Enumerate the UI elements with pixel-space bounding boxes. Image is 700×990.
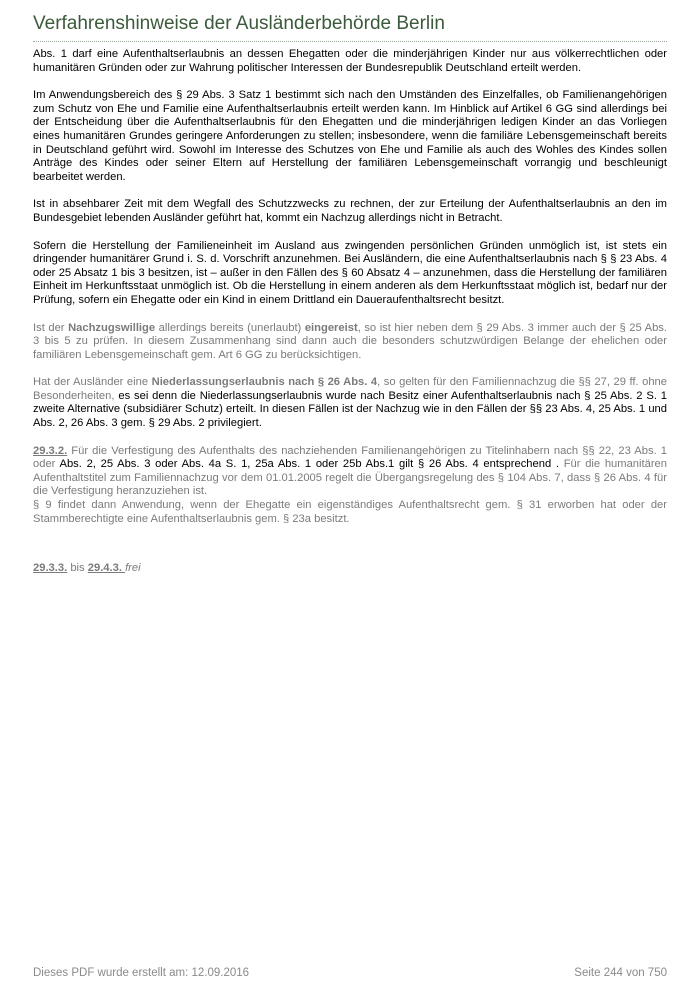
p7-text-d: § 9 findet dann Anwendung, wenn der Ehegatte ein eigenständiges Aufenthaltsrecht gem. § 31 erworben hat oder der Stammberechtigte eine Aufenthaltserlaubnis gem. § 23a besitzt.	[33, 499, 667, 525]
p6-text-a: Hat der Ausländer eine	[33, 376, 152, 389]
section-link-29-3-2[interactable]: 29.3.2.	[33, 444, 68, 457]
p5-text-c: allerdings bereits (unerlaubt)	[155, 321, 305, 334]
page-footer	[33, 967, 667, 979]
page-title: Verfahrenshinweise der Ausländerbehörde Berlin	[33, 13, 445, 34]
paragraph-6	[33, 376, 667, 430]
p5-term-eingereist: eingereist	[304, 321, 358, 334]
paragraph-3: Ist in absehbarer Zeit mit dem Wegfall des Schutzzwecks zu rechnen, der zur Erteilung der Aufenthaltserlaubnis an den im Bundesgebiet lebenden Ausländer geführt hat, kommt ein Nachzug allerdings nicht in Betracht.	[33, 198, 667, 224]
p6-term-niederlassungserlaubnis: Niederlassungserlaubnis nach § 26 Abs. 4	[151, 376, 378, 389]
document-page	[33, 12, 667, 590]
paragraph-4: Sofern die Herstellung der Familieneinheit im Ausland aus zwingenden persönlichen Gründen unmöglich ist, ist stets ein dringender humanitärer Grund i. S. d. Vorschrift anzunehmen. Bei Ausländern, die eine Aufenthaltserlaubnis nach § § 23 Abs. 4 oder 25 Absatz 1 bis 3 besitzen, ist – außer in den Fällen des § 60 Absatz 4 – anzunehmen, dass die Herstellung der familiären Einheit im Herkunftsstaat unmöglich ist. Ob die Herstellung in einem anderen als dem Herkunftsstaat möglich ist, bedarf nur der Prüfung, sofern ein Ehegatte oder ein Kind in einem Drittland ein Daueraufenthaltsrecht besitzt.	[33, 239, 667, 306]
title-divider	[33, 41, 667, 42]
footer-created-date: Dieses PDF wurde erstellt am: 12.09.2016	[33, 967, 250, 979]
p5-text-a: Ist der	[33, 321, 69, 334]
paragraph-1: Abs. 1 darf eine Aufenthaltserlaubnis an dessen Ehegatten oder die minderjährigen Kinder nur aus völkerrechtlichen oder humanitären Gründen oder zur Wahrung politischer Interessen der Bundesrepublik Deutschland erteilt werden.	[33, 48, 667, 74]
paragraph-8	[33, 562, 667, 576]
footer-page-number: Seite 244 von 750	[574, 967, 667, 979]
p7-text-c: Für die humanitären Aufenthaltstitel zum Familiennachzug vor dem 01.01.2005 regelt die Übergangsregelung des § 104 Abs. 7, dass § 26 Abs. 4 für die Verfestigung heranzuziehen ist.	[33, 458, 668, 498]
p6-text-d: es sei denn die Niederlassungserlaubnis wurde nach Besitz einer Aufenthaltserlaubnis nach § 25 Abs. 2 S. 1 zweite Alternative (subsidiärer Schutz) erteilt. In diesen Fällen ist der Nachzug wie in den Fällen der §§ 23 Abs. 4, 25 Abs. 1 und Abs. 2, 26 Abs. 3 gem. § 29 Abs. 2 privilegiert.	[33, 389, 667, 430]
p8-text-end: frei	[125, 562, 141, 575]
p6-text-c: , so gelten für den Familiennachzug die §§ 27, 29 ff. ohne Besonderheiten,	[33, 376, 668, 402]
paragraph-7	[33, 445, 667, 527]
p7-text-a: Für die Verfestigung des Aufenthalts des nachziehenden Familienangehörigen zu Titelinhabern nach §§ 22, 23 Abs. 1 oder	[33, 444, 667, 471]
paragraph-5	[33, 322, 667, 363]
section-link-29-3-3[interactable]: 29.3.3.	[33, 562, 68, 575]
p8-text-mid: bis	[67, 562, 88, 575]
section-link-29-4-3[interactable]: 29.4.3.	[87, 562, 126, 575]
p5-term-nachzugswillige: Nachzugswillige	[68, 321, 156, 334]
paragraph-2: Im Anwendungsbereich des § 29 Abs. 3 Satz 1 bestimmt sich nach den Umständen des Einzelfalles, ob Familienangehörigen zum Schutz von Ehe und Familie eine Aufenthaltserlaubnis erteilt werden kann. Im Hinblick auf Artikel 6 GG sind allerdings bei der Entscheidung über die Aufenthaltserlaubnis für den Ehegatten und die minderjährigen ledigen Kinder an das Vorliegen eines humanitären Grundes geringere Anforderungen zu stellen; insbesondere, wenn die familiäre Lebensgemeinschaft bereits in Deutschland geführt wird. Sowohl im Interesse des Schutzes von Ehe und Familie als auch des Wohles des Kindes sollen Anträge des Kindes oder seiner Eltern auf Herstellung der familiären Lebensgemeinschaft vorrangig und beschleunigt bearbeitet werden.	[33, 89, 667, 183]
p5-text-e: , so ist hier neben dem § 29 Abs. 3 immer auch der § 25 Abs. 3 bis 5 zu prüfen. In diesem Zusammenhang sind dann auch die besonders schutzwürdigen Belange der ehelichen oder familiären Lebensgemeinschaft gem. Art 6 GG zu berücksichtigen.	[33, 321, 668, 361]
p7-text-b: Abs. 2, 25 Abs. 3 oder Abs. 4a S. 1, 25a Abs. 1 oder 25b Abs.1 gilt § 26 Abs. 4 entsprechend .	[59, 458, 560, 471]
